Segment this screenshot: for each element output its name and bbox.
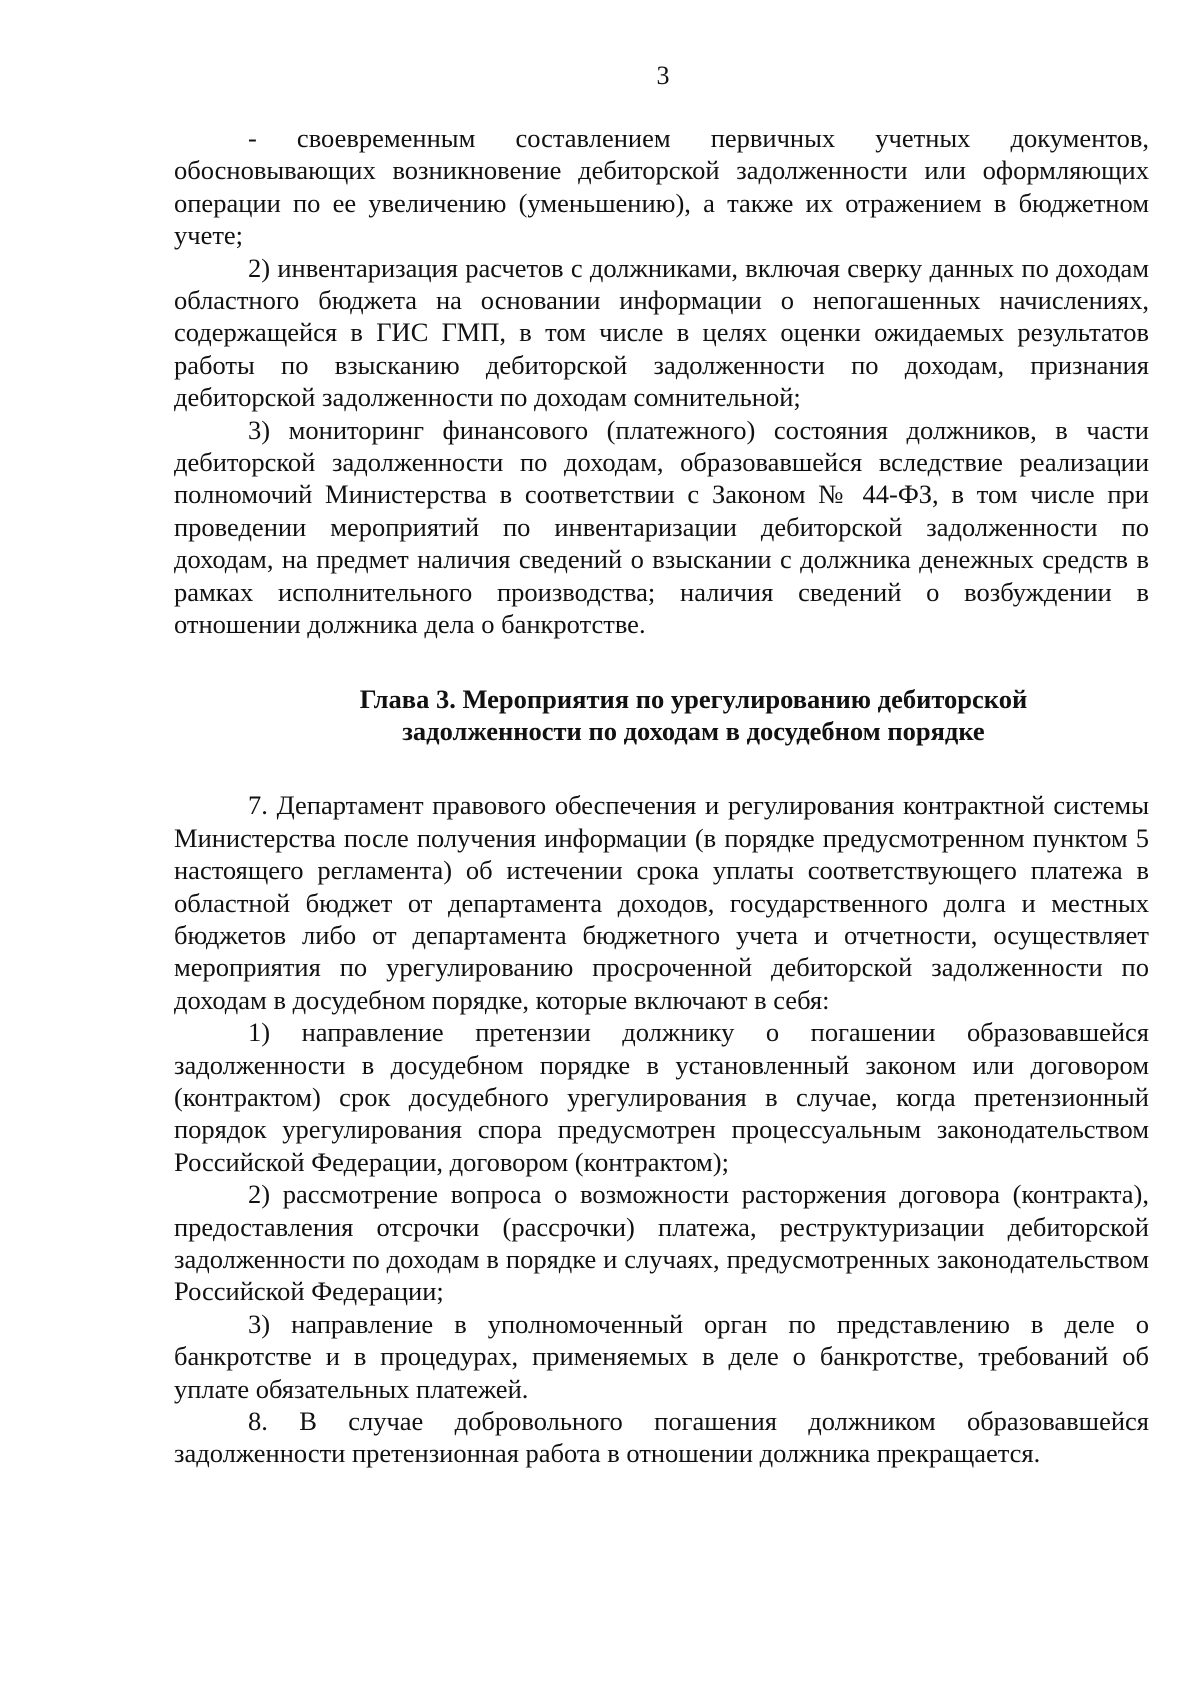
paragraph-item-2-inventory: 2) инвентаризация расчетов с должниками, включая сверку данных по доходам областного бюджета на основании информации о непогашенных начислениях, содержащейся в ГИС ГМП, в том числе в целях оценки ожидаемых результатов работы по взысканию дебиторской задолженности по доходам, признания дебиторской задолженности по доходам сомнительной; — [174, 252, 1149, 413]
paragraph-timely-documents: - своевременным составлением первичных учетных документов, обосновывающих возникновение дебиторской задолженности или оформляющих операции по ее увеличению (уменьшению), а также их отражением в бюджетном учете; — [174, 123, 1149, 251]
paragraph-clause-7: 7. Департамент правового обеспечения и регулирования контрактной системы Министерства после получения информации (в порядке предусмотренном пунктом 5 настоящего регламента) об истечении срока уплаты соответствующего платежа в областной бюджет от департамента доходов, государственного долга и местных бюджетов либо от департамента бюджетного учета и отчетности, осуществляет мероприятия по урегулированию просроченной дебиторской задолженности по доходам в досудебном порядке, которые включают в себя: — [174, 790, 1149, 1015]
paragraph-item-3-monitoring: 3) мониторинг финансового (платежного) состояния должников, в части дебиторской задолженности по доходам, образовавшейся вследствие реализации полномочий Министерства в соответствии с Законом № 44-ФЗ, в том числе при проведении мероприятий по инвентаризации дебиторской задолженности по доходам, на предмет наличия сведений о взыскании с должника денежных средств в рамках исполнительного производства; наличия сведений о возбуждении в отношении должника дела о банкротстве. — [174, 414, 1149, 640]
chapter-heading-line-2: задолженности по доходам в досудебном порядке — [402, 715, 985, 746]
chapter-heading — [238, 683, 1149, 748]
chapter-heading-line-1: Глава 3. Мероприятия по урегулированию дебиторской — [359, 683, 1028, 714]
page-number: 3 — [656, 61, 670, 90]
paragraph-clause-8: 8. В случае добровольного погашения должником образовавшейся задолженности претензионная работа в отношении должника прекращается. — [174, 1406, 1149, 1469]
document-body — [174, 122, 1149, 1470]
paragraph-clause-7-item-3: 3) направление в уполномоченный орган по представлению в деле о банкротстве и в процедурах, применяемых в деле о банкротстве, требований об уплате обязательных платежей. — [174, 1308, 1149, 1404]
paragraph-clause-7-item-2: 2) рассмотрение вопроса о возможности расторжения договора (контракта), предоставления отсрочки (рассрочки) платежа, реструктуризации дебиторской задолженности по доходам в порядке и случаях, предусмотренных законодательством Российской Федерации; — [174, 1179, 1149, 1307]
paragraph-clause-7-item-1: 1) направление претензии должнику о погашении образовавшейся задолженности в досудебном порядке в установленный законом или договором (контрактом) срок досудебного урегулирования в случае, когда претензионный порядок урегулирования спора предусмотрен процессуальным законодательством Российской Федерации, договором (контрактом); — [174, 1017, 1149, 1177]
